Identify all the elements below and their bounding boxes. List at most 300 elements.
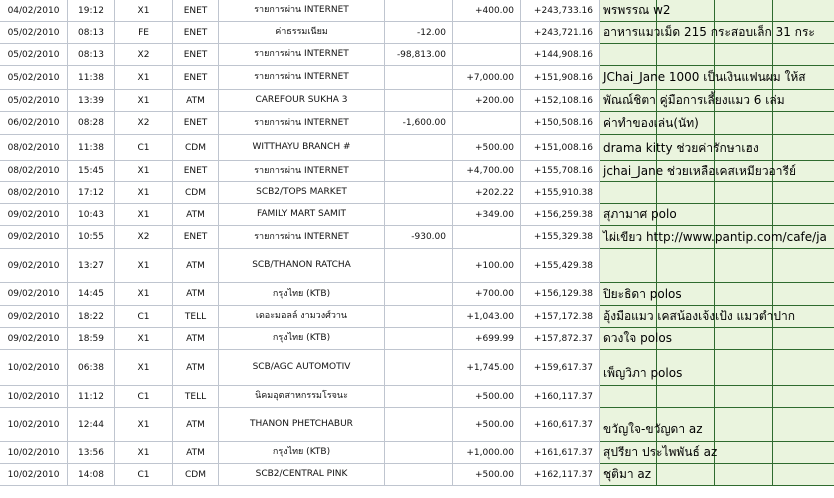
cell-note[interactable] [600,386,657,408]
cell-date-text: 06/02/2010 [7,118,60,128]
cell-date-text: 10/02/2010 [7,419,60,430]
cell-credit-text: +1,000.00 [466,447,514,458]
cell-channel-text: CDM [185,469,206,480]
cell-date-text: 05/02/2010 [7,27,60,38]
cell-code[interactable] [115,386,173,408]
cell-code[interactable] [115,112,173,135]
cell-blank[interactable] [773,44,834,66]
cell-date[interactable] [0,161,68,182]
cell-channel[interactable] [173,135,219,161]
cell-debit[interactable] [385,249,453,283]
cell-balance[interactable] [521,44,600,66]
cell-blank[interactable] [715,249,773,283]
cell-credit-text: +500.00 [474,419,514,430]
cell-blank[interactable] [657,249,715,283]
cell-credit[interactable] [453,464,521,486]
cell-debit-text: -12.00 [416,27,446,38]
cell-date-text: 09/02/2010 [7,311,60,322]
cell-channel[interactable] [173,283,219,306]
cell-note[interactable] [600,306,796,328]
cell-date[interactable] [0,204,68,226]
cell-balance[interactable] [521,442,600,464]
cell-description[interactable] [219,22,385,44]
cell-description[interactable] [219,135,385,161]
cell-time[interactable] [68,0,115,22]
cell-channel[interactable] [173,328,219,350]
cell-code[interactable] [115,135,173,161]
cell-time-text: 10:55 [78,232,104,242]
cell-time-text: 19:12 [78,5,104,16]
cell-date[interactable] [0,350,68,386]
cell-debit[interactable] [385,306,453,328]
cell-blank[interactable] [773,112,834,135]
cell-credit[interactable] [453,328,521,350]
table-row [0,66,834,90]
cell-channel[interactable] [173,306,219,328]
cell-note[interactable] [600,464,657,486]
cell-description[interactable] [219,66,385,90]
cell-note-text: ชุติมา az [603,467,652,481]
cell-balance[interactable] [521,306,600,328]
cell-note[interactable] [600,350,683,386]
cell-debit[interactable] [385,204,453,226]
cell-date-text: 05/02/2010 [7,49,60,60]
cell-date[interactable] [0,112,68,135]
cell-date[interactable] [0,386,68,408]
cell-date-text: 09/02/2010 [7,232,60,242]
cell-description[interactable] [219,249,385,283]
cell-blank[interactable] [773,204,834,226]
cell-debit[interactable] [385,350,453,386]
cell-blank[interactable] [715,112,773,135]
cell-balance[interactable] [521,283,600,306]
cell-time[interactable] [68,44,115,66]
cell-blank[interactable] [715,408,773,442]
cell-credit[interactable] [453,226,521,249]
cell-note[interactable] [600,249,657,283]
cell-blank[interactable] [773,328,834,350]
cell-credit[interactable] [453,135,521,161]
cell-date-text: 05/02/2010 [7,72,60,83]
cell-balance[interactable] [521,112,600,135]
cell-channel[interactable] [173,442,219,464]
cell-note[interactable] [600,161,796,182]
cell-date[interactable] [0,226,68,249]
cell-channel[interactable] [173,226,219,249]
cell-note[interactable] [600,112,699,135]
cell-debit[interactable] [385,44,453,66]
cell-credit-text: +500.00 [474,469,514,480]
cell-time[interactable] [68,350,115,386]
cell-date[interactable] [0,283,68,306]
cell-description[interactable] [219,161,385,182]
cell-time[interactable] [68,112,115,135]
cell-blank[interactable] [715,44,773,66]
cell-description[interactable] [219,442,385,464]
cell-note[interactable] [600,442,718,464]
cell-code[interactable] [115,0,173,22]
cell-blank[interactable] [773,464,834,486]
cell-note-text: ดวงใจ polos [603,331,672,345]
cell-blank[interactable] [773,283,834,306]
cell-date[interactable] [0,66,68,90]
cell-credit-text: +7,000.00 [466,72,514,83]
cell-code-text: X1 [137,362,150,373]
table-row [0,386,834,408]
cell-balance-text: +160,617.37 [533,419,593,430]
cell-channel[interactable] [173,386,219,408]
cell-channel[interactable] [173,112,219,135]
cell-code[interactable] [115,408,173,442]
cell-code-text: X1 [137,72,150,83]
cell-balance-text: +151,908.16 [533,72,593,83]
cell-note[interactable] [600,0,671,22]
cell-balance[interactable] [521,464,600,486]
cell-date[interactable] [0,328,68,350]
cell-balance[interactable] [521,226,600,249]
cell-channel[interactable] [173,66,219,90]
cell-description[interactable] [219,90,385,112]
cell-blank[interactable] [715,204,773,226]
cell-blank[interactable] [657,464,715,486]
cell-date[interactable] [0,306,68,328]
cell-description[interactable] [219,204,385,226]
cell-credit-text: +100.00 [474,260,514,271]
cell-date[interactable] [0,22,68,44]
cell-date[interactable] [0,442,68,464]
cell-channel-text: ENET [183,27,208,38]
cell-description[interactable] [219,306,385,328]
cell-channel[interactable] [173,90,219,112]
cell-description[interactable] [219,44,385,66]
cell-channel-text: ATM [186,447,205,458]
cell-description[interactable] [219,464,385,486]
cell-date[interactable] [0,249,68,283]
cell-credit-text: +4,700.00 [466,166,514,176]
cell-blank[interactable] [715,283,773,306]
cell-balance[interactable] [521,350,600,386]
cell-channel-text: ATM [186,362,205,373]
cell-blank[interactable] [657,182,715,204]
cell-balance-text: +160,117.37 [533,391,593,402]
cell-time[interactable] [68,161,115,182]
cell-description[interactable] [219,0,385,22]
cell-balance-text: +243,721.16 [533,27,593,38]
cell-code[interactable] [115,306,173,328]
cell-note[interactable] [600,90,785,112]
cell-channel[interactable] [173,182,219,204]
cell-balance-text: +155,910.38 [533,187,593,198]
cell-blank[interactable] [773,249,834,283]
cell-credit[interactable] [453,22,521,44]
cell-credit[interactable] [453,386,521,408]
cell-note[interactable] [600,283,682,306]
cell-note-text: สุภามาศ polo [603,207,677,221]
cell-channel[interactable] [173,161,219,182]
cell-balance[interactable] [521,408,600,442]
cell-time[interactable] [68,386,115,408]
cell-code-text: X1 [137,333,150,344]
cell-description-text: เดอะมอลล์ งามวงศ์วาน [255,311,348,321]
cell-description-text: รายการผ่าน INTERNET [254,72,349,82]
cell-debit[interactable] [385,328,453,350]
cell-date[interactable] [0,182,68,204]
cell-debit[interactable] [385,0,453,22]
cell-balance[interactable] [521,135,600,161]
cell-code-text: X1 [137,447,150,458]
cell-credit[interactable] [453,442,521,464]
cell-note-text: jchai_Jane ช่วยเหลือเคสเหมียวอารีย์ [603,163,796,178]
cell-time[interactable] [68,90,115,112]
cell-credit-text: +1,745.00 [466,362,514,373]
cell-note[interactable] [600,135,759,161]
cell-blank[interactable] [715,350,773,386]
cell-description-text: CAREFOUR SUKHA 3 [255,95,348,105]
cell-code-text: X2 [137,49,150,60]
cell-balance-text: +152,108.16 [533,95,593,106]
cell-debit[interactable] [385,408,453,442]
cell-balance[interactable] [521,0,600,22]
cell-time[interactable] [68,328,115,350]
cell-balance-text: +159,617.37 [533,362,593,373]
cell-credit[interactable] [453,44,521,66]
cell-code[interactable] [115,350,173,386]
cell-date-text: 10/02/2010 [7,391,60,402]
cell-channel-text: ENET [183,49,208,60]
cell-blank[interactable] [773,182,834,204]
cell-debit[interactable] [385,182,453,204]
cell-code[interactable] [115,328,173,350]
cell-description-text: นิคมอุตสาหกรรมโรจนะ [255,391,348,401]
cell-balance-text: +151,008.16 [533,142,593,153]
cell-code-text: X1 [137,419,150,430]
cell-code[interactable] [115,66,173,90]
cell-credit-text: +349.00 [474,209,514,220]
cell-code[interactable] [115,204,173,226]
cell-credit[interactable] [453,350,521,386]
cell-code[interactable] [115,22,173,44]
cell-debit[interactable] [385,90,453,112]
cell-note[interactable] [600,66,806,90]
cell-time-text: 18:22 [78,311,104,322]
cell-blank[interactable] [715,328,773,350]
cell-channel[interactable] [173,464,219,486]
cell-code-text: X1 [137,289,150,299]
cell-debit[interactable] [385,386,453,408]
cell-balance-text: +144,908.16 [533,49,593,60]
cell-code-text: C1 [137,311,150,322]
cell-code-text: C1 [137,469,150,480]
cell-channel[interactable] [173,0,219,22]
cell-credit[interactable] [453,112,521,135]
cell-balance-text: +162,117.37 [533,469,593,480]
cell-channel[interactable] [173,408,219,442]
cell-date[interactable] [0,135,68,161]
cell-code[interactable] [115,249,173,283]
cell-code[interactable] [115,283,173,306]
cell-date-text: 08/02/2010 [7,142,60,153]
cell-debit[interactable] [385,135,453,161]
cell-channel-text: ENET [183,166,208,176]
cell-code[interactable] [115,182,173,204]
cell-credit[interactable] [453,249,521,283]
cell-credit[interactable] [453,306,521,328]
table-row [0,204,834,226]
cell-date-text: 10/02/2010 [7,362,60,373]
cell-date-text: 08/02/2010 [7,166,60,176]
cell-time[interactable] [68,442,115,464]
cell-time[interactable] [68,283,115,306]
cell-time-text: 08:13 [78,49,104,60]
cell-balance[interactable] [521,66,600,90]
cell-credit[interactable] [453,182,521,204]
cell-description-text: รายการผ่าน INTERNET [254,165,349,176]
cell-balance[interactable] [521,161,600,182]
cell-credit[interactable] [453,0,521,22]
cell-blank[interactable] [715,386,773,408]
cell-credit[interactable] [453,66,521,90]
cell-note[interactable] [600,204,677,226]
table-row [0,283,834,306]
cell-blank[interactable] [657,386,715,408]
cell-description-text: SCB2/CENTRAL PINK [255,469,348,479]
table-row [0,442,834,464]
cell-credit-text: +699.99 [474,333,514,344]
cell-balance[interactable] [521,204,600,226]
cell-credit[interactable] [453,408,521,442]
cell-balance[interactable] [521,22,600,44]
cell-channel[interactable] [173,350,219,386]
cell-description[interactable] [219,226,385,249]
cell-balance[interactable] [521,386,600,408]
cell-blank[interactable] [715,182,773,204]
cell-credit-text: +700.00 [474,289,514,299]
cell-time[interactable] [68,135,115,161]
cell-credit[interactable] [453,90,521,112]
cell-date[interactable] [0,408,68,442]
cell-code[interactable] [115,442,173,464]
cell-blank[interactable] [657,44,715,66]
cell-date[interactable] [0,44,68,66]
cell-time-text: 08:13 [78,27,104,38]
cell-description-text: รายการผ่าน INTERNET [254,5,349,15]
cell-note[interactable] [600,182,657,204]
cell-blank[interactable] [715,442,773,464]
cell-channel[interactable] [173,22,219,44]
cell-code-text: X1 [137,187,150,198]
cell-date-text: 09/02/2010 [7,209,60,220]
cell-balance[interactable] [521,182,600,204]
cell-time[interactable] [68,22,115,44]
cell-channel[interactable] [173,249,219,283]
table-row [0,249,834,283]
cell-balance[interactable] [521,90,600,112]
cell-description[interactable] [219,386,385,408]
cell-code[interactable] [115,44,173,66]
cell-description[interactable] [219,350,385,386]
cell-channel[interactable] [173,204,219,226]
cell-code[interactable] [115,226,173,249]
cell-date[interactable] [0,0,68,22]
cell-description[interactable] [219,283,385,306]
cell-debit[interactable] [385,226,453,249]
cell-blank[interactable] [773,350,834,386]
cell-debit[interactable] [385,464,453,486]
cell-debit[interactable] [385,22,453,44]
cell-description[interactable] [219,112,385,135]
cell-channel-text: ATM [186,333,205,344]
table-row [0,0,834,22]
cell-blank[interactable] [773,408,834,442]
cell-time-text: 17:12 [78,187,104,198]
cell-description[interactable] [219,408,385,442]
cell-time[interactable] [68,182,115,204]
table-row [0,112,834,135]
cell-blank[interactable] [715,0,773,22]
cell-code-text: X2 [137,118,150,128]
cell-time[interactable] [68,408,115,442]
cell-balance-text: +243,733.16 [533,5,593,16]
cell-time[interactable] [68,204,115,226]
cell-debit[interactable] [385,112,453,135]
table-row [0,328,834,350]
cell-channel-text: CDM [185,142,206,153]
cell-time[interactable] [68,226,115,249]
cell-balance[interactable] [521,249,600,283]
cell-note[interactable] [600,44,657,66]
cell-description[interactable] [219,328,385,350]
cell-time[interactable] [68,464,115,486]
cell-blank[interactable] [773,0,834,22]
cell-time[interactable] [68,306,115,328]
cell-credit-text: +200.00 [474,95,514,106]
cell-balance-text: +155,329.38 [533,232,593,242]
cell-blank[interactable] [773,386,834,408]
cell-code[interactable] [115,161,173,182]
cell-debit[interactable] [385,66,453,90]
cell-note-text: ค่าทำของเล่น(นัท) [603,115,699,130]
cell-debit[interactable] [385,442,453,464]
cell-note[interactable] [600,328,672,350]
cell-balance[interactable] [521,328,600,350]
cell-credit-text: +500.00 [474,142,514,153]
cell-debit[interactable] [385,283,453,306]
cell-time[interactable] [68,249,115,283]
cell-credit[interactable] [453,204,521,226]
cell-note-text: ไผ่เขียว http://www.pantip.com/cafe/ja [603,229,827,244]
cell-blank[interactable] [773,135,834,161]
cell-blank[interactable] [773,442,834,464]
cell-description[interactable] [219,182,385,204]
cell-note-text: เพ็ญวิภา polos [603,366,683,380]
cell-date[interactable] [0,464,68,486]
cell-time[interactable] [68,66,115,90]
cell-code[interactable] [115,90,173,112]
cell-credit[interactable] [453,283,521,306]
cell-blank[interactable] [715,464,773,486]
cell-credit[interactable] [453,161,521,182]
cell-note[interactable] [600,22,815,44]
cell-debit[interactable] [385,161,453,182]
table-row [0,350,834,386]
cell-code[interactable] [115,464,173,486]
cell-code-text: C1 [137,391,150,402]
cell-note[interactable] [600,408,703,442]
cell-time-text: 10:43 [78,209,104,220]
cell-note[interactable] [600,226,827,249]
cell-channel[interactable] [173,44,219,66]
cell-date[interactable] [0,90,68,112]
